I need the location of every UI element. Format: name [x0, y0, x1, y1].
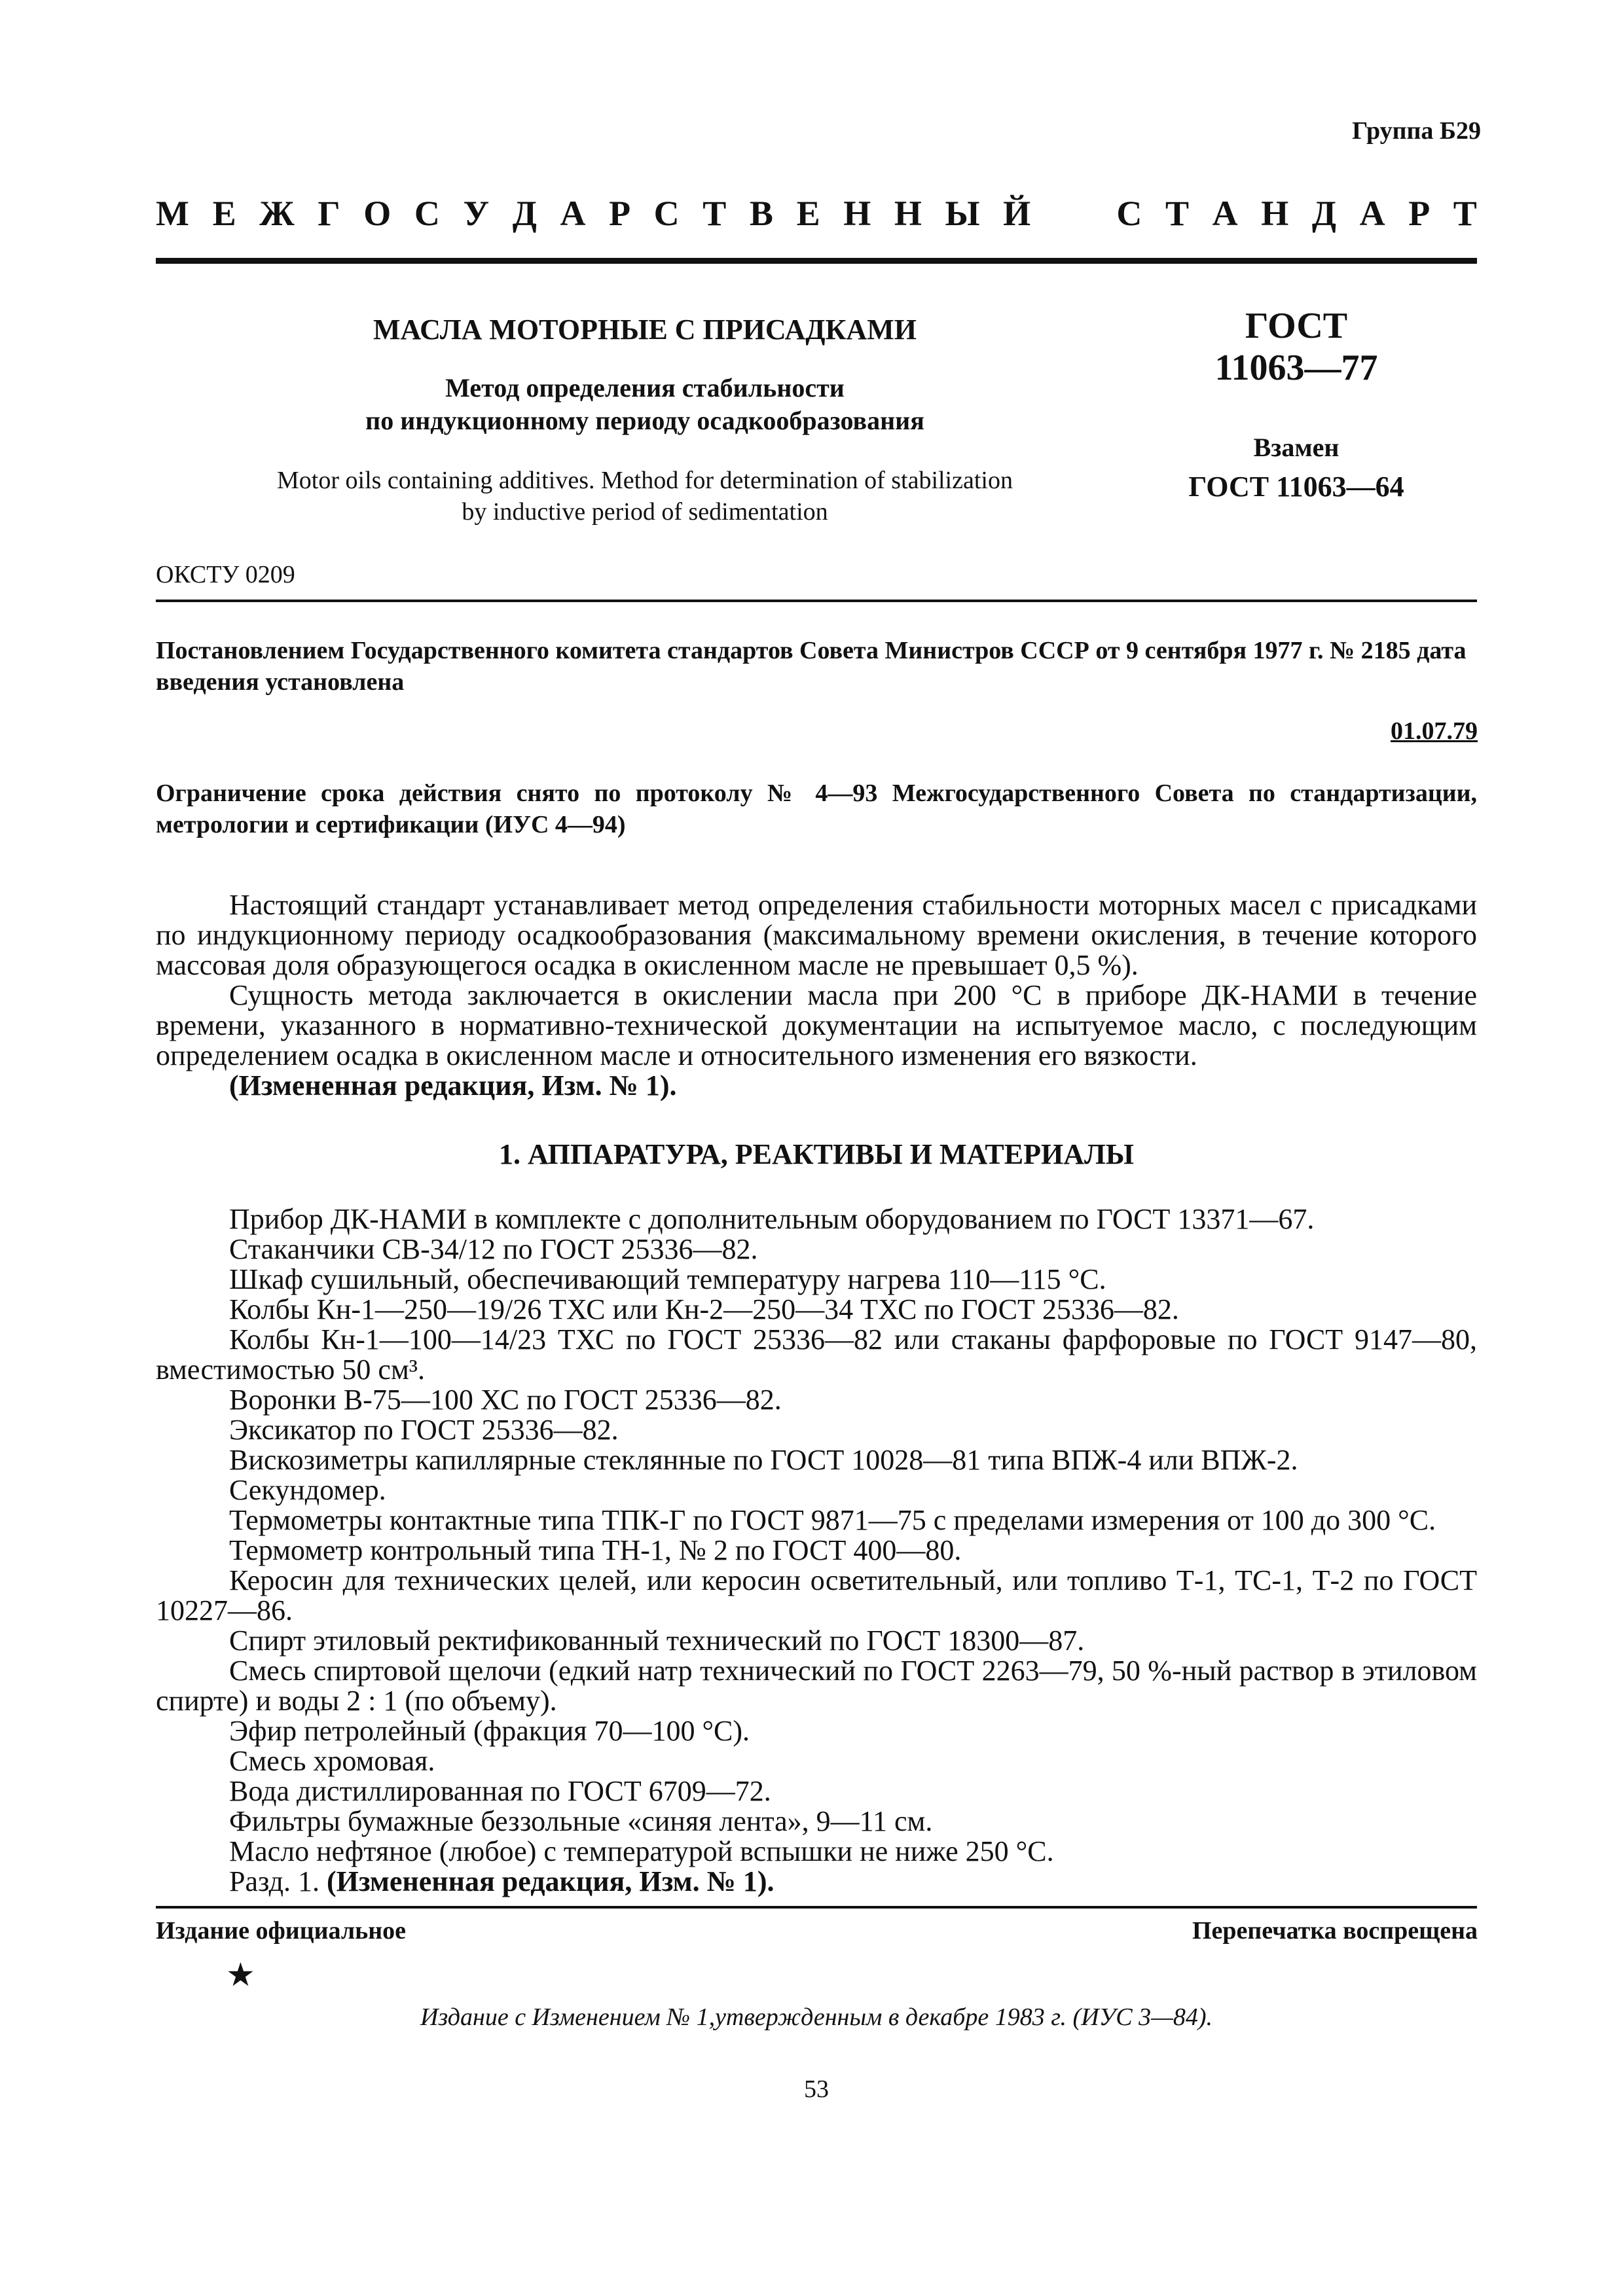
word-gap [1054, 193, 1093, 234]
reprint-prohibited-label: Перепечатка воспрещена [1192, 1917, 1478, 1945]
materials-item: Спирт этиловый ректификованный технический по ГОСТ 18300—87. [229, 1624, 1085, 1657]
materials-item: Секундомер. [229, 1474, 386, 1506]
materials-item: Колбы Кн-1—250—19/26 ТХС или Кн-2—250—34 ТХС по ГОСТ 25336—82. [229, 1293, 1179, 1325]
materials-item: Эксикатор по ГОСТ 25336—82. [229, 1414, 619, 1446]
heading-letter: Ы [945, 194, 980, 233]
heading-letter: В [749, 194, 773, 233]
materials-item: Колбы Кн-1—100—14/23 ТХС по ГОСТ 25336—82 или стаканы фарфоровые по ГОСТ 9147—80, вместимостью 50 см³. [156, 1323, 1477, 1386]
heading-letter: У [463, 194, 490, 233]
heading-letter: С [653, 194, 680, 233]
english-title [190, 465, 1100, 528]
footer-divider [156, 1906, 1477, 1909]
group-code: Группа Б29 [1352, 117, 1481, 145]
english-title-line-2: by inductive period of sedimentation [462, 498, 828, 526]
materials-item: Стаканчики СВ-34/12 по ГОСТ 25336—82. [229, 1233, 758, 1265]
materials-list [156, 1204, 1477, 1897]
heading-letter: Д [1311, 194, 1336, 233]
heading-letter: М [156, 194, 189, 233]
heading-letter: Г [318, 194, 340, 233]
amendment-text: (Измененная редакция, Изм. № 1). [326, 1865, 775, 1897]
header-divider [156, 258, 1477, 264]
heading-letter: Д [512, 194, 537, 233]
heading-letter: Т [1165, 194, 1189, 233]
heading-letter: Р [609, 194, 631, 233]
heading-letter: Н [1261, 194, 1289, 233]
heading-letter: Е [212, 194, 236, 233]
section-amendment-note [156, 1867, 1477, 1897]
english-title-line-1: Motor oils containing additives. Method for determination of stabilization [277, 467, 1013, 494]
heading-letter: Ж [259, 194, 295, 233]
star-icon: ★ [226, 1956, 255, 1993]
materials-item: Масло нефтяное (любое) с температурой вспышки не ниже 250 °С. [229, 1835, 1054, 1867]
introduction-date: 01.07.79 [1391, 717, 1478, 745]
heading-letter: А [560, 194, 586, 233]
intro-amendment-note: (Измененная редакция, Изм. № 1). [229, 1069, 677, 1102]
okstu-divider [156, 600, 1477, 602]
materials-item: Смесь спиртовой щелочи (едкий натр технический по ГОСТ 2263—79, 50 %-ный раствор в этиловом спирте) и воды 2 : 1 (по объему). [156, 1655, 1477, 1717]
heading-letter: А [1359, 194, 1385, 233]
heading-letter: Н [894, 194, 922, 233]
heading-letter: Т [702, 194, 727, 233]
intro-paragraph-2: Сущность метода заключается в окислении масла при 200 °С в приборе ДК-НАМИ в течение времени, указанного в нормативно-технической документации на испытуемое масло, с последующим определением осадка в окисленном масле и относительного изменения его вязкости. [156, 979, 1477, 1071]
heading-letter: Й [1003, 194, 1031, 233]
subtitle-line-1: Метод определения стабильности [445, 373, 845, 403]
document-title: МАСЛА МОТОРНЫЕ С ПРИСАДКАМИ [373, 314, 917, 346]
standard-type-heading [156, 193, 1477, 234]
heading-letter: Т [1453, 194, 1477, 233]
document-subtitle [190, 372, 1100, 437]
page-number: 53 [804, 2075, 829, 2103]
official-edition-label: Издание официальное [156, 1917, 407, 1945]
heading-letter: А [1212, 194, 1238, 233]
edition-note: Издание с Изменением № 1,утвержденным в декабре 1983 г. (ИУС 3—84). [420, 2003, 1213, 2031]
heading-letter: Н [843, 194, 871, 233]
okstu-code: ОКСТУ 0209 [156, 561, 295, 588]
heading-letter: О [363, 194, 392, 233]
materials-item: Эфир петролейный (фракция 70—100 °С). [229, 1715, 750, 1747]
materials-item: Смесь хромовая. [229, 1745, 435, 1777]
materials-item: Воронки В-75—100 ХС по ГОСТ 25336—82. [229, 1384, 782, 1416]
subtitle-line-2: по индукционному периоду осадкообразования [365, 406, 924, 435]
materials-item: Вискозиметры капиллярные стеклянные по ГОСТ 10028—81 типа ВПЖ-4 или ВПЖ-2. [229, 1444, 1298, 1476]
heading-letter: С [414, 194, 440, 233]
section-1-heading: 1. АППАРАТУРА, РЕАКТИВЫ И МАТЕРИАЛЫ [499, 1138, 1134, 1170]
gost-label: ГОСТ [1245, 306, 1348, 346]
heading-letter: Р [1408, 194, 1431, 233]
materials-item: Прибор ДК-НАМИ в комплекте с дополнительным оборудованием по ГОСТ 13371—67. [229, 1203, 1315, 1235]
limitation-note: Ограничение срока действия снято по протоколу № 4—93 Межгосударственного Совета по стандартизации, метрологии и сертификации (ИУС 4—94) [156, 780, 1477, 838]
replaces-gost: ГОСТ 11063—64 [1188, 471, 1404, 503]
intro-paragraph-1: Настоящий стандарт устанавливает метод определения стабильности моторных масел с присадками по индукционному периоду осадкообразования (максимальному времени окисления, в течение которого массовая доля образующегося осадка в окисленном масле не превышает 0,5 %). [156, 889, 1477, 981]
materials-item: Термометр контрольный типа ТН-1, № 2 по ГОСТ 400—80. [229, 1534, 962, 1566]
materials-item: Вода дистиллированная по ГОСТ 6709—72. [229, 1775, 771, 1807]
decree-text: Постановлением Государственного комитета стандартов Совета Министров СССР от 9 сентября 1977 г. № 2185 дата введения установлена [156, 637, 1467, 696]
intro-section [156, 890, 1477, 1101]
materials-item: Фильтры бумажные беззольные «синяя лента», 9—11 см. [229, 1805, 933, 1837]
gost-designation [1152, 305, 1440, 389]
heading-letter: Е [796, 194, 820, 233]
gost-number: 11063—77 [1214, 348, 1378, 388]
heading-letter: С [1116, 194, 1142, 233]
replaces-label: Взамен [1253, 433, 1340, 462]
materials-item: Керосин для технических целей, или керосин осветительный, или топливо Т-1, ТС-1, Т-2 по ГОСТ 10227—86. [156, 1564, 1477, 1626]
materials-item: Шкаф сушильный, обеспечивающий температуру нагрева 110—115 °С. [229, 1263, 1106, 1295]
materials-item: Термометры контактные типа ТПК-Г по ГОСТ 9871—75 с пределами измерения от 100 до 300 °С. [229, 1504, 1436, 1536]
section-reference: Разд. 1. [229, 1865, 319, 1897]
